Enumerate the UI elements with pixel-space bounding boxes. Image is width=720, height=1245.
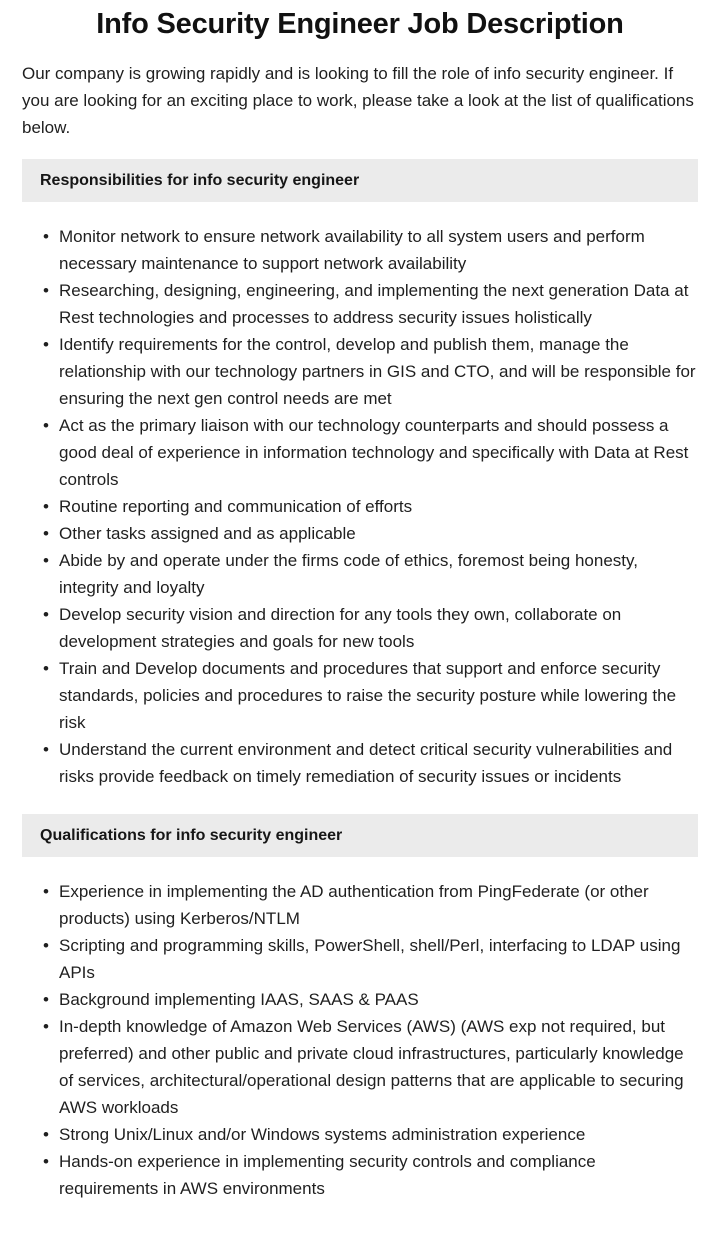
list-item-text: Develop security vision and direction for any tools they own, collaborate on development strategies and goals for new tools [59, 604, 622, 651]
sections-container [0, 159, 720, 1226]
list-item-text: Experience in implementing the AD authentication from PingFederate (or other products) using Kerberos/NTLM [59, 881, 649, 928]
list-item-text: In-depth knowledge of Amazon Web Services (AWS) (AWS exp not required, but preferred) and other public and private cloud infrastructures, particularly knowledge of services, architectural/operational design patterns that are applicable to securing AWS workloads [59, 1016, 684, 1117]
bullet-icon: • [43, 523, 49, 543]
list-item-text: Hands-on experience in implementing security controls and compliance requirements in AWS environments [59, 1151, 596, 1198]
bullet-icon: • [43, 226, 49, 246]
list-item [0, 601, 720, 655]
section [0, 159, 720, 814]
bullet-icon: • [43, 280, 49, 300]
section [0, 814, 720, 1226]
list-item [0, 277, 720, 331]
list-bottom-spacer [0, 790, 720, 814]
list-item-text: Other tasks assigned and as applicable [59, 523, 356, 543]
bullet-icon: • [43, 1016, 49, 1036]
list-item [0, 1148, 720, 1202]
list-item [0, 493, 720, 520]
list-item [0, 655, 720, 736]
list-item-text: Strong Unix/Linux and/or Windows systems administration experience [59, 1124, 586, 1144]
list-item [0, 986, 720, 1013]
bullet-icon: • [43, 1151, 49, 1171]
list-item [0, 932, 720, 986]
intro-section-divider [0, 141, 720, 159]
bullet-icon: • [43, 1124, 49, 1144]
bullet-icon: • [43, 334, 49, 354]
bullet-icon: • [43, 989, 49, 1009]
list-item [0, 736, 720, 790]
list-item [0, 547, 720, 601]
list-item [0, 520, 720, 547]
list-item-text: Identify requirements for the control, develop and publish them, manage the relationship with our technology partners in GIS and CTO, and will be responsible for ensuring the next gen control needs are met [59, 334, 696, 408]
list-item [0, 223, 720, 277]
section-heading: Qualifications for info security engineer [22, 814, 698, 857]
list-item [0, 878, 720, 932]
bullet-icon: • [43, 881, 49, 901]
list-item-text: Routine reporting and communication of efforts [59, 496, 413, 516]
section-bullet-list [0, 878, 720, 1202]
list-item-text: Scripting and programming skills, PowerShell, shell/Perl, interfacing to LDAP using APIs [59, 935, 681, 982]
list-top-spacer [0, 857, 720, 878]
list-item-text: Act as the primary liaison with our technology counterparts and should possess a good deal of experience in information technology and specifically with Data at Rest controls [59, 415, 689, 489]
list-item-text: Understand the current environment and detect critical security vulnerabilities and risks provide feedback on timely remediation of security issues or incidents [59, 739, 673, 786]
list-item [0, 412, 720, 493]
list-item-text: Monitor network to ensure network availability to all system users and perform necessary maintenance to support network availability [59, 226, 645, 273]
list-bottom-spacer [0, 1202, 720, 1226]
list-item-text: Researching, designing, engineering, and implementing the next generation Data at Rest technologies and processes to address security issues holistically [59, 280, 689, 327]
bullet-icon: • [43, 658, 49, 678]
bullet-icon: • [43, 935, 49, 955]
section-heading: Responsibilities for info security engineer [22, 159, 698, 202]
list-top-spacer [0, 202, 720, 223]
bullet-icon: • [43, 739, 49, 759]
bullet-icon: • [43, 604, 49, 624]
list-item-text: Background implementing IAAS, SAAS & PAAS [59, 989, 419, 1009]
bullet-icon: • [43, 550, 49, 570]
list-item-text: Train and Develop documents and procedures that support and enforce security standards, policies and procedures to raise the security posture while lowering the risk [59, 658, 677, 732]
list-item [0, 1121, 720, 1148]
bullet-icon: • [43, 496, 49, 516]
list-item [0, 1013, 720, 1121]
page-title: Info Security Engineer Job Description [96, 8, 624, 40]
list-item-text: Abide by and operate under the firms code of ethics, foremost being honesty, integrity and loyalty [59, 550, 638, 597]
bullet-icon: • [43, 415, 49, 435]
list-item [0, 331, 720, 412]
section-bullet-list [0, 223, 720, 790]
intro-paragraph: Our company is growing rapidly and is looking to fill the role of info security engineer. If you are looking for an exciting place to work, please take a look at the list of qualifications below. [22, 63, 694, 137]
